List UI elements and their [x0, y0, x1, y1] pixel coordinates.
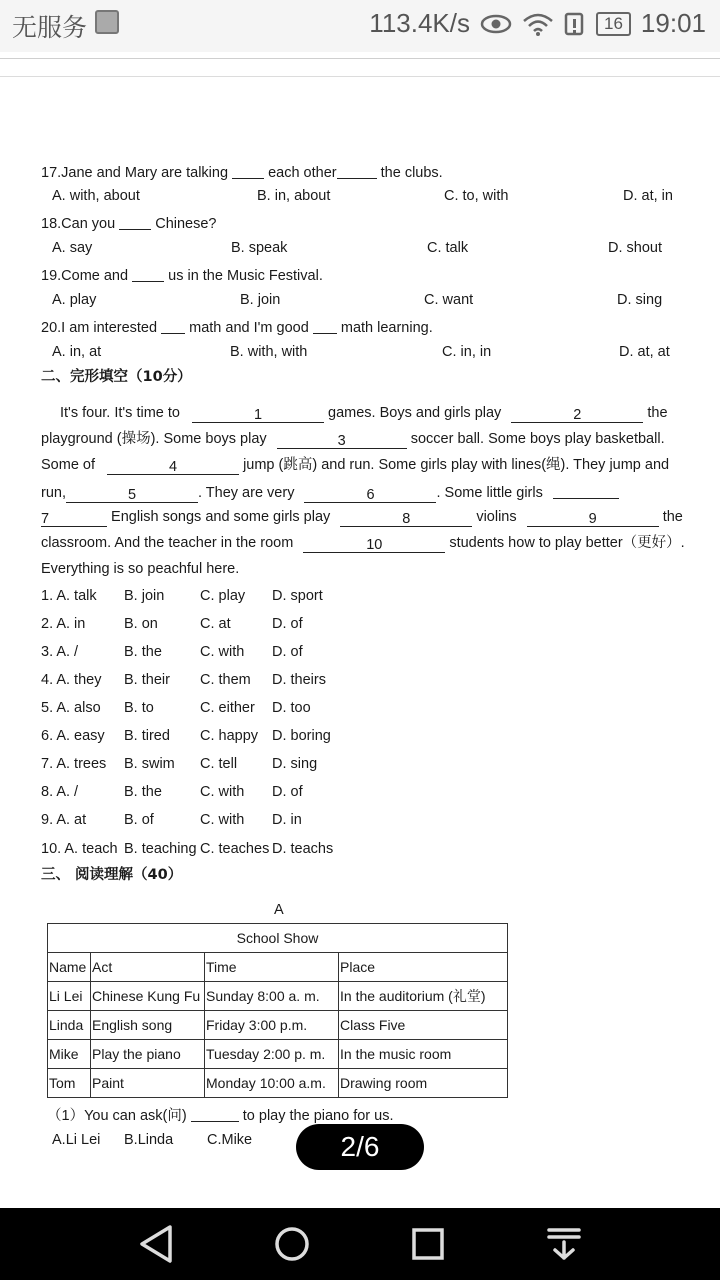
option: C. want — [424, 292, 474, 308]
section-title-end: 分） — [162, 369, 192, 385]
option: B. their — [124, 672, 170, 688]
recents-icon[interactable] — [410, 1224, 446, 1264]
eye-icon — [480, 13, 512, 35]
option: D. theirs — [272, 672, 326, 688]
section-score: 10 — [142, 369, 163, 385]
cloze-blank: 5 — [66, 486, 198, 503]
option: C. to, with — [444, 188, 509, 204]
passage-text: games. Boys and girls play — [328, 405, 502, 421]
table-title: School Show — [48, 924, 508, 953]
option: C. with — [200, 812, 245, 828]
option: B. to — [124, 700, 154, 716]
answer-blank — [313, 317, 337, 334]
table-cell: Mike — [48, 1040, 91, 1069]
question-17 — [41, 162, 443, 182]
table-cell: In the auditorium (礼堂) — [339, 982, 508, 1011]
question-text: us in the Music Festival. — [168, 268, 323, 284]
table-row — [48, 1011, 508, 1040]
option: B.Linda — [124, 1132, 174, 1148]
option: B. speak — [231, 240, 288, 256]
passage-text: the — [662, 509, 683, 525]
option: 10. A. teach — [41, 841, 118, 857]
cloze-blank: 4 — [107, 458, 239, 475]
cloze-blank: 8 — [340, 510, 472, 527]
table-cell: Play the piano — [91, 1040, 205, 1069]
answer-blank — [132, 265, 164, 282]
question-text: to play the piano for us. — [242, 1108, 394, 1124]
sim-icon — [564, 12, 586, 36]
option: 8. A. / — [41, 784, 79, 800]
battery-icon: 16 — [596, 12, 631, 36]
option: A. say — [52, 240, 93, 256]
table-cell: Monday 10:00 a.m. — [205, 1069, 339, 1098]
option: D. too — [272, 700, 311, 716]
answer-blank — [232, 162, 264, 179]
table-cell: Paint — [91, 1069, 205, 1098]
cloze-blank: 1 — [192, 406, 324, 423]
table-cell: Class Five — [339, 1011, 508, 1040]
option: D. of — [272, 616, 303, 632]
option: B. the — [124, 644, 162, 660]
option: C. in, in — [442, 344, 492, 360]
table-header: Place — [339, 953, 508, 982]
section-heading-reading: 三、 阅读理解（40） — [41, 867, 183, 883]
cloze-blank: 2 — [511, 406, 643, 423]
notification-drawer-icon[interactable] — [546, 1224, 582, 1264]
option: B. join — [240, 292, 281, 308]
option: C. talk — [427, 240, 469, 256]
option: B. on — [124, 616, 158, 632]
passage-text: . They are very — [198, 485, 295, 501]
cloze-blank: 3 — [277, 432, 407, 449]
table-cell: Friday 3:00 p.m. — [205, 1011, 339, 1040]
passage-text: It's four. It's time to — [60, 405, 180, 421]
passage-text: jump (跳高) and run. Some girls play with lines(绳). They jump and — [243, 457, 670, 473]
option: 6. A. easy — [41, 728, 105, 744]
cloze-line — [41, 508, 683, 527]
option: D. at, at — [619, 344, 670, 360]
table-cell: Sunday 8:00 a. m. — [205, 982, 339, 1011]
status-bar — [0, 0, 720, 52]
option: D. sing — [272, 756, 318, 772]
table-cell: Chinese Kung Fu — [91, 982, 205, 1011]
option: 4. A. they — [41, 672, 102, 688]
option: D. teachs — [272, 841, 334, 857]
option: D. boring — [272, 728, 331, 744]
option: B. with, with — [230, 344, 308, 360]
reading-question-1 — [47, 1105, 394, 1125]
cloze-line — [60, 404, 668, 423]
question-20 — [41, 317, 433, 337]
passage-text: playground (操场). Some boys play — [41, 431, 267, 447]
table-cell: English song — [91, 1011, 205, 1040]
option: 1. A. talk — [41, 588, 97, 604]
cloze-blank — [553, 482, 619, 499]
cloze-line — [41, 534, 685, 553]
table-row — [48, 982, 508, 1011]
cloze-line: Everything is so peachful here. — [41, 561, 240, 577]
table-cell: Tom — [48, 1069, 91, 1098]
option: B. swim — [124, 756, 175, 772]
table-row — [48, 1040, 508, 1069]
option: D. of — [272, 784, 303, 800]
option: 2. A. in — [41, 616, 86, 632]
image-icon — [95, 10, 119, 34]
table-cell: In the music room — [339, 1040, 508, 1069]
cloze-line — [41, 482, 619, 503]
passage-text: the — [647, 405, 668, 421]
question-text: each other — [268, 165, 337, 181]
option: A. with, about — [52, 188, 140, 204]
passage-text: violins — [476, 509, 517, 525]
passage-label: A — [274, 902, 284, 918]
passage-text: Some of — [41, 457, 95, 473]
option: C. tell — [200, 756, 238, 772]
table-cell: Li Lei — [48, 982, 91, 1011]
option: B. tired — [124, 728, 170, 744]
option: B. join — [124, 588, 165, 604]
cloze-line — [41, 456, 669, 475]
cloze-blank: 7 — [41, 510, 107, 527]
question-text: the clubs. — [380, 165, 443, 181]
network-speed: 113.4K/s — [369, 8, 470, 38]
page-indicator: 2/6 — [296, 1124, 424, 1170]
passage-text: run, — [41, 485, 66, 501]
option: 5. A. also — [41, 700, 101, 716]
toolbar-divider — [0, 58, 720, 59]
option: C. with — [200, 784, 245, 800]
question-text: math learning. — [340, 320, 433, 336]
option: C. happy — [200, 728, 259, 744]
cloze-blank: 10 — [303, 536, 445, 553]
question-text: 18.Can you — [41, 216, 116, 232]
option: A. play — [52, 292, 97, 308]
answer-blank — [161, 317, 185, 334]
table-header: Name — [48, 953, 91, 982]
option: C. with — [200, 644, 245, 660]
question-18 — [41, 213, 217, 233]
answer-blank — [119, 213, 151, 230]
option: B. teaching — [124, 841, 197, 857]
table-cell: Tuesday 2:00 p. m. — [205, 1040, 339, 1069]
passage-text: English songs and some girls play — [111, 509, 331, 525]
option: D. sing — [617, 292, 663, 308]
option: B. of — [124, 812, 154, 828]
question-number: 17. — [41, 165, 62, 181]
question-text: 20.I am interested — [41, 320, 158, 336]
section-heading-cloze — [41, 368, 192, 386]
option: C. at — [200, 616, 231, 632]
passage-text: . Some little girls — [436, 485, 543, 501]
home-icon[interactable] — [273, 1224, 311, 1264]
question-text: math and I'm good — [189, 320, 309, 336]
carrier-status — [12, 8, 119, 44]
option: C. either — [200, 700, 255, 716]
status-right — [369, 8, 706, 39]
clock: 19:01 — [640, 8, 706, 38]
carrier-label: 无服务 — [12, 13, 88, 42]
option: D. at, in — [623, 188, 673, 204]
option: C. them — [200, 672, 251, 688]
section-title: 二、完形填空（ — [41, 369, 143, 385]
option: 9. A. at — [41, 812, 87, 828]
option: D. sport — [272, 588, 323, 604]
question-text: Jane and Mary are talking — [61, 165, 229, 181]
wifi-icon — [522, 12, 554, 36]
passage-text: students how to play better（更好）. — [449, 535, 685, 551]
option: B. the — [124, 784, 162, 800]
table-header: Time — [205, 953, 339, 982]
question-text: （1）You can ask(问) — [47, 1108, 187, 1124]
navigation-bar — [0, 1208, 720, 1280]
option: D. in — [272, 812, 302, 828]
cloze-blank: 6 — [304, 486, 436, 503]
cloze-line — [41, 430, 665, 449]
question-text: Chinese? — [155, 216, 217, 232]
option: D. shout — [608, 240, 662, 256]
passage-text: classroom. And the teacher in the room — [41, 535, 294, 551]
option: A. in, at — [52, 344, 102, 360]
passage-text: soccer ball. Some boys play basketball. — [410, 431, 665, 447]
question-text: 19.Come and — [41, 268, 129, 284]
option: 3. A. / — [41, 644, 79, 660]
table-cell: Drawing room — [339, 1069, 508, 1098]
option: C. teaches — [200, 841, 270, 857]
back-icon[interactable] — [138, 1224, 174, 1264]
answer-blank — [191, 1105, 239, 1122]
question-19 — [41, 265, 323, 285]
table-row — [48, 1069, 508, 1098]
option: C.Mike — [207, 1132, 253, 1148]
option: D. of — [272, 644, 303, 660]
page-top-divider — [0, 76, 720, 77]
answer-blank — [337, 162, 377, 179]
option: 7. A. trees — [41, 756, 107, 772]
option: A.Li Lei — [52, 1132, 101, 1148]
option: B. in, about — [257, 188, 331, 204]
option: C. play — [200, 588, 246, 604]
table-header-row — [48, 953, 508, 982]
cloze-blank: 9 — [527, 510, 659, 527]
table-header: Act — [91, 953, 205, 982]
table-cell: Linda — [48, 1011, 91, 1040]
school-show-table — [47, 923, 508, 1098]
